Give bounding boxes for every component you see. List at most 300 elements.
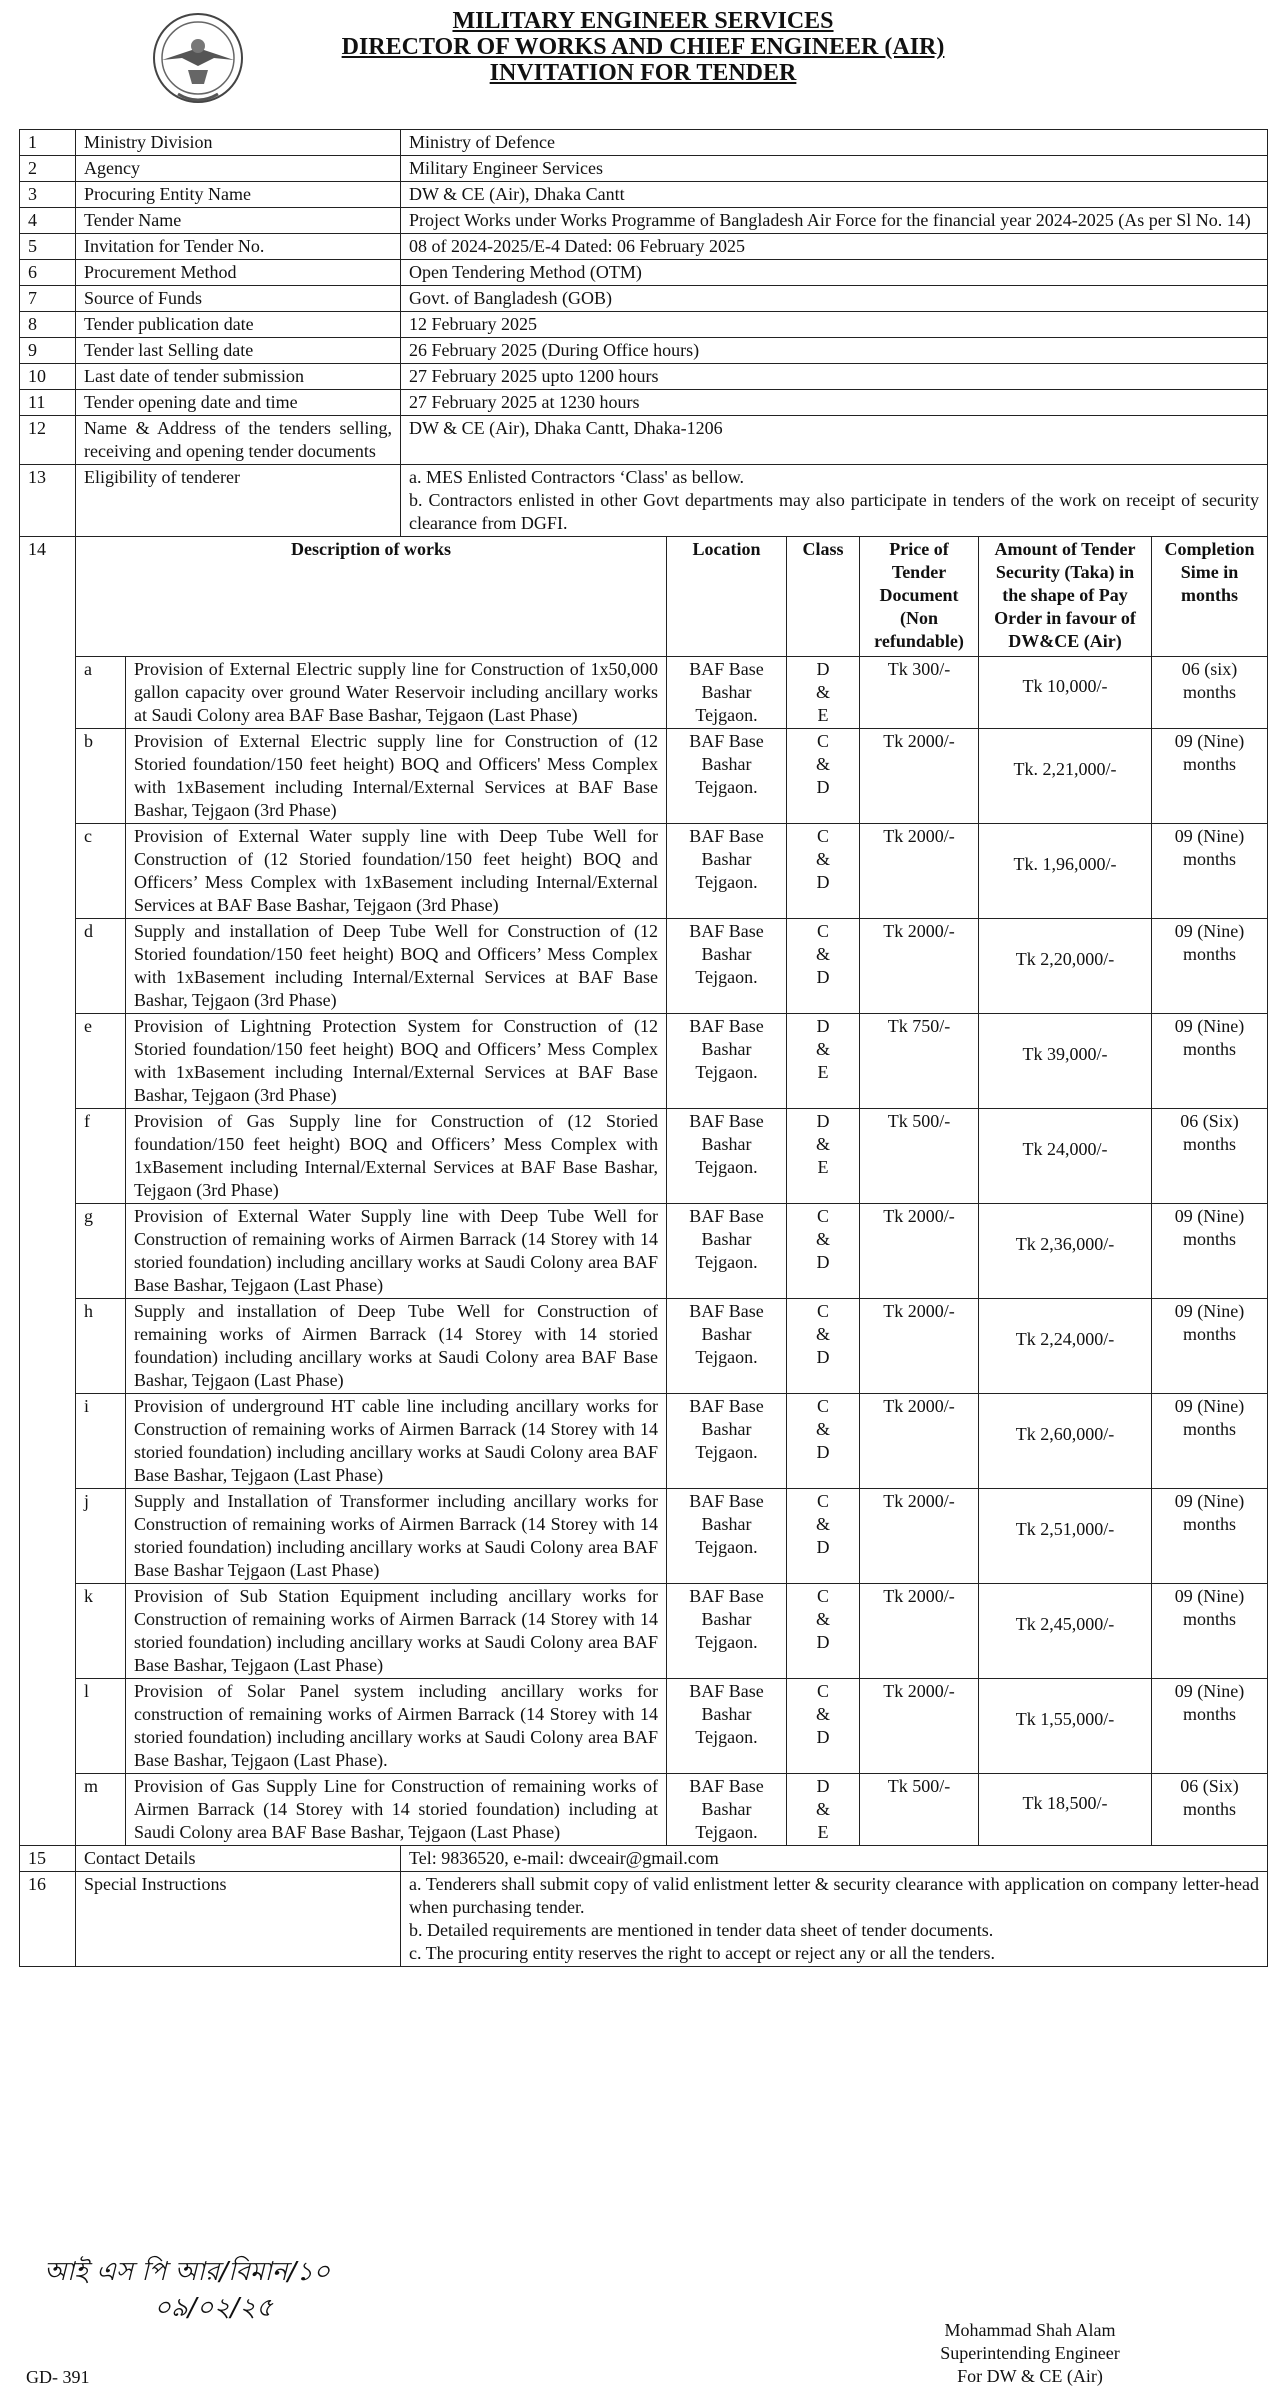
row-number: 7 [20,286,76,312]
work-location [667,1299,787,1394]
row-value: 12 February 2025 [401,312,1268,338]
row-number: 6 [20,260,76,286]
work-price: Tk 2000/- [860,1489,979,1584]
works-row [20,1394,1268,1489]
tender-table [19,129,1268,1967]
works-row [20,1014,1268,1109]
signatory-name: Mohammad Shah Alam [944,2320,1116,2340]
work-location [667,657,787,729]
row-spacer [20,919,76,1014]
work-completion [1152,1014,1268,1109]
work-price: Tk 2000/- [860,919,979,1014]
work-location [667,1679,787,1774]
work-security: Tk 2,20,000/- [979,919,1152,1014]
row-number: 2 [20,156,76,182]
location-line: Tejgaon. [695,1537,758,1557]
eligibility-list [401,465,1268,537]
work-sub-letter: a [76,657,126,729]
class-line: C [817,1491,830,1511]
row-spacer [20,1299,76,1394]
work-price: Tk 2000/- [860,729,979,824]
location-line: Bashar [701,754,752,774]
completion-line: 09 (Nine) [1174,1016,1245,1036]
info-row [20,312,1268,338]
location-line: Tejgaon. [695,1062,758,1082]
row-label: Source of Funds [76,286,401,312]
work-class [787,1679,860,1774]
work-completion [1152,1299,1268,1394]
work-description: Provision of Gas Supply Line for Construction of remaining works of Airmen Barrack (14 Storey with 14 storied foundation) including at Saudi Colony area BAF Base Bashar, Tejgaon (Last Phase) [126,1774,667,1846]
row-value: Project Works under Works Programme of Bangladesh Air Force for the financial year 2024-2025 (As per Sl No. 14) [401,208,1268,234]
work-sub-letter: c [76,824,126,919]
work-price: Tk 300/- [860,657,979,729]
location-line: Tejgaon. [695,1822,758,1842]
completion-line: months [1183,1419,1237,1439]
class-line: & [816,944,831,964]
class-line: & [816,1324,831,1344]
work-completion [1152,824,1268,919]
work-sub-letter: m [76,1774,126,1846]
special-item: c. The procuring entity reserves the right to accept or reject any or all the tenders. [409,1943,995,1963]
work-class [787,1109,860,1204]
work-class [787,1014,860,1109]
completion-line: months [1183,849,1237,869]
row-number: 8 [20,312,76,338]
class-line: C [817,826,830,846]
row-label: Name & Address of the tenders selling, receiving and opening tender documents [76,416,401,465]
work-completion [1152,1489,1268,1584]
row-value: 08 of 2024-2025/E-4 Dated: 06 February 2025 [401,234,1268,260]
row-spacer [20,1014,76,1109]
row-number: 4 [20,208,76,234]
row-label: Ministry Division [76,130,401,156]
works-row [20,1489,1268,1584]
header-line-3: INVITATION FOR TENDER [489,60,797,86]
class-line: E [817,1062,829,1082]
class-line: C [817,1586,830,1606]
special-item: a. Tenderers shall submit copy of valid enlistment letter & security clearance with application on company letter-head when purchasing tender. [409,1874,1260,1917]
row-label: Tender last Selling date [76,338,401,364]
work-price: Tk 500/- [860,1774,979,1846]
completion-line: 09 (Nine) [1174,1206,1245,1226]
gd-number: GD- 391 [26,2367,90,2387]
work-completion [1152,1679,1268,1774]
row-value: 27 February 2025 at 1230 hours [401,390,1268,416]
location-line: Tejgaon. [695,967,758,987]
class-line: E [817,1822,829,1842]
work-price: Tk 2000/- [860,1394,979,1489]
completion-line: months [1183,1799,1237,1819]
completion-line: months [1183,1609,1237,1629]
work-location [667,1394,787,1489]
work-class [787,919,860,1014]
location-line: Bashar [701,1704,752,1724]
row-label: Procurement Method [76,260,401,286]
class-line: & [816,1704,831,1724]
row-label: Contact Details [76,1846,401,1872]
work-description: Supply and Installation of Transformer including ancillary works for Construction of remaining works of Airmen Barrack (14 Storey with 14 storied foundation) including ancillary works at Saudi Colony area BAF Base Bashar Tejgaon (Last Phase) [126,1489,667,1584]
work-description: Provision of Lightning Protection System for Construction of (12 Storied foundation/150 feet height) BOQ and Officers’ Mess Complex with 1xBasement including Internal/External Services at BAF Base Bashar, Tejgaon (3rd Phase) [126,1014,667,1109]
class-line: D [816,1111,830,1131]
location-line: Tejgaon. [695,1727,758,1747]
work-class [787,1489,860,1584]
signatory-for: For DW & CE (Air) [957,2366,1103,2386]
work-description: Provision of External Electric supply line for Construction of (12 Storied foundation/150 feet height) BOQ and Officers' Mess Complex with 1xBasement including Internal/External Services at BAF Base Bashar, Tejgaon (3rd Phase) [126,729,667,824]
header-line-1: MILITARY ENGINEER SERVICES [452,8,834,34]
work-sub-letter: b [76,729,126,824]
row-label: Invitation for Tender No. [76,234,401,260]
work-location [667,729,787,824]
works-row [20,729,1268,824]
completion-line: 09 (Nine) [1174,1301,1245,1321]
work-location [667,1204,787,1299]
location-line: BAF Base [689,1491,764,1511]
info-row [20,182,1268,208]
work-price: Tk 2000/- [860,1299,979,1394]
info-row [20,260,1268,286]
row-value: Govt. of Bangladesh (GOB) [401,286,1268,312]
work-price: Tk 2000/- [860,1679,979,1774]
header-line-2: DIRECTOR OF WORKS AND CHIEF ENGINEER (AIR) [341,34,945,60]
location-line: BAF Base [689,1111,764,1131]
completion-line: months [1183,1704,1237,1724]
special-list [401,1872,1268,1967]
location-line: BAF Base [689,731,764,751]
work-description: Provision of External Water Supply line with Deep Tube Well for Construction of remaining works of Airmen Barrack (14 Storey with 14 storied foundation) including ancillary works at Saudi Colony area BAF Base Bashar, Tejgaon (Last Phase) [126,1204,667,1299]
work-class [787,657,860,729]
row-spacer [20,1109,76,1204]
class-line: C [817,921,830,941]
work-location [667,824,787,919]
location-line: BAF Base [689,659,764,679]
contact-value: Tel: 9836520, e-mail: dwceair@gmail.com [401,1846,1268,1872]
work-sub-letter: k [76,1584,126,1679]
location-line: BAF Base [689,1681,764,1701]
work-completion [1152,1774,1268,1846]
class-line: D [816,967,830,987]
row-label: Agency [76,156,401,182]
header-security: Amount of Tender Security (Taka) in the shape of Pay Order in favour of DW&CE (Air) [979,537,1152,657]
row-number: 9 [20,338,76,364]
work-location [667,919,787,1014]
work-description: Provision of underground HT cable line including ancillary works for Construction of remaining works of Airmen Barrack (14 Storey with 14 storied foundation) including ancillary works at Saudi Colony area BAF Base Bashar, Tejgaon (Last Phase) [126,1394,667,1489]
work-completion [1152,919,1268,1014]
row-spacer [20,1394,76,1489]
row-label: Tender opening date and time [76,390,401,416]
location-line: Bashar [701,1799,752,1819]
class-line: D [816,1347,830,1367]
location-line: BAF Base [689,1206,764,1226]
class-line: D [816,1632,830,1652]
location-line: BAF Base [689,1396,764,1416]
row-label: Procuring Entity Name [76,182,401,208]
completion-line: 09 (Nine) [1174,826,1245,846]
class-line: D [816,777,830,797]
row-value: 26 February 2025 (During Office hours) [401,338,1268,364]
work-security: Tk 24,000/- [979,1109,1152,1204]
work-security: Tk 2,24,000/- [979,1299,1152,1394]
completion-line: months [1183,1514,1237,1534]
signatory-title: Superintending Engineer [940,2343,1120,2363]
work-class [787,1584,860,1679]
work-location [667,1584,787,1679]
row-number: 14 [20,537,76,657]
work-completion [1152,657,1268,729]
location-line: Bashar [701,1514,752,1534]
completion-line: 09 (Nine) [1174,1681,1245,1701]
header-description: Description of works [76,537,667,657]
work-location [667,1774,787,1846]
row-spacer [20,824,76,919]
work-security: Tk 39,000/- [979,1014,1152,1109]
eligibility-row [20,465,1268,537]
location-line: BAF Base [689,1016,764,1036]
row-value: Open Tendering Method (OTM) [401,260,1268,286]
completion-line: months [1183,682,1237,702]
work-class [787,1774,860,1846]
completion-line: months [1183,1039,1237,1059]
class-line: & [816,1419,831,1439]
class-line: C [817,1681,830,1701]
work-location [667,1109,787,1204]
work-class [787,1394,860,1489]
works-header-row [20,537,1268,657]
class-line: D [816,1252,830,1272]
row-number: 5 [20,234,76,260]
ispr-ref-line-1: আই এস পি আর/বিমান/১০ [44,2257,331,2287]
ispr-ref-date: ০৯/০২/২৫ [154,2293,273,2323]
completion-line: months [1183,1324,1237,1344]
info-row [20,416,1268,465]
row-spacer [20,1489,76,1584]
info-row [20,130,1268,156]
work-description: Provision of External Electric supply line for Construction of 1x50,000 gallon capacity over ground Water Reservoir including ancillary works at Saudi Colony area BAF Base Bashar, Tejgaon (Last Phase) [126,657,667,729]
location-line: BAF Base [689,826,764,846]
completion-line: 06 (six) [1181,659,1238,679]
completion-line: months [1183,1134,1237,1154]
works-row [20,1584,1268,1679]
work-completion [1152,1109,1268,1204]
class-line: E [817,705,829,725]
location-line: Bashar [701,1419,752,1439]
work-security: Tk. 2,21,000/- [979,729,1152,824]
row-number: 3 [20,182,76,208]
work-completion [1152,1204,1268,1299]
location-line: Bashar [701,1229,752,1249]
works-row [20,657,1268,729]
header-price: Price of Tender Document (Non refundable) [860,537,979,657]
location-line: Bashar [701,1134,752,1154]
contact-row [20,1846,1268,1872]
works-row [20,1299,1268,1394]
completion-line: 09 (Nine) [1174,1586,1245,1606]
info-row [20,234,1268,260]
row-spacer [20,1774,76,1846]
location-line: Bashar [701,1324,752,1344]
completion-line: months [1183,1229,1237,1249]
work-sub-letter: h [76,1299,126,1394]
header-class: Class [787,537,860,657]
work-description: Supply and installation of Deep Tube Well for Construction of (12 Storied foundation/150 feet height) BOQ and Officers’ Mess Complex with 1xBasement including Internal/External Services at BAF Base Bashar, Tejgaon (3rd Phase) [126,919,667,1014]
class-line: D [816,659,830,679]
row-value: DW & CE (Air), Dhaka Cantt [401,182,1268,208]
work-description: Provision of Gas Supply line for Construction of (12 Storied foundation/150 feet height) BOQ and Officers’ Mess Complex with 1xBasement including Internal/External Services at BAF Base Bashar, Tejgaon (3rd Phase) [126,1109,667,1204]
signature-block [880,2319,1180,2388]
work-description: Supply and installation of Deep Tube Well for Construction of remaining works of Airmen Barrack (14 Storey with 14 storied foundation) including ancillary works at Saudi Colony area BAF Base Bashar, Tejgaon (Last Phase) [126,1299,667,1394]
row-spacer [20,729,76,824]
location-line: Bashar [701,682,752,702]
work-security: Tk 18,500/- [979,1774,1152,1846]
work-class [787,1299,860,1394]
class-line: & [816,1134,831,1154]
work-security: Tk 2,36,000/- [979,1204,1152,1299]
location-line: Tejgaon. [695,777,758,797]
works-row [20,1204,1268,1299]
work-security: Tk 2,45,000/- [979,1584,1152,1679]
completion-line: months [1183,754,1237,774]
work-price: Tk 500/- [860,1109,979,1204]
work-sub-letter: l [76,1679,126,1774]
row-value: Ministry of Defence [401,130,1268,156]
row-number: 16 [20,1872,76,1967]
row-value: 27 February 2025 upto 1200 hours [401,364,1268,390]
row-value: DW & CE (Air), Dhaka Cantt, Dhaka-1206 [401,416,1268,465]
work-class [787,729,860,824]
work-price: Tk 750/- [860,1014,979,1109]
location-line: Tejgaon. [695,1157,758,1177]
class-line: E [817,1157,829,1177]
work-class [787,1204,860,1299]
info-row [20,286,1268,312]
info-row [20,338,1268,364]
row-spacer [20,1679,76,1774]
row-label: Tender Name [76,208,401,234]
completion-line: 09 (Nine) [1174,921,1245,941]
class-line: C [817,1396,830,1416]
work-sub-letter: i [76,1394,126,1489]
work-security: Tk 2,60,000/- [979,1394,1152,1489]
row-label: Tender publication date [76,312,401,338]
class-line: & [816,1609,831,1629]
work-security: Tk 10,000/- [979,657,1152,729]
work-completion [1152,1394,1268,1489]
class-line: & [816,682,831,702]
row-number: 11 [20,390,76,416]
location-line: Bashar [701,944,752,964]
works-row [20,1679,1268,1774]
work-price: Tk 2000/- [860,824,979,919]
completion-line: 09 (Nine) [1174,731,1245,751]
class-line: D [816,1776,830,1796]
row-number: 10 [20,364,76,390]
location-line: Tejgaon. [695,705,758,725]
row-spacer [20,1584,76,1679]
location-line: BAF Base [689,1586,764,1606]
row-label: Special Instructions [76,1872,401,1967]
work-sub-letter: f [76,1109,126,1204]
completion-line: 09 (Nine) [1174,1396,1245,1416]
work-completion [1152,1584,1268,1679]
completion-line: 06 (Six) [1180,1111,1239,1131]
work-sub-letter: g [76,1204,126,1299]
info-row [20,390,1268,416]
row-label: Last date of tender submission [76,364,401,390]
work-security: Tk 2,51,000/- [979,1489,1152,1584]
class-line: & [816,754,831,774]
work-description: Provision of Sub Station Equipment including ancillary works for Construction of remaining works of Airmen Barrack (14 Storey with 14 storied foundation) including ancillary works at Saudi Colony area BAF Base Bashar, Tejgaon (Last Phase) [126,1584,667,1679]
work-sub-letter: e [76,1014,126,1109]
class-line: C [817,1206,830,1226]
work-price: Tk 2000/- [860,1204,979,1299]
class-line: D [816,1727,830,1747]
completion-line: 06 (Six) [1180,1776,1239,1796]
row-label: Eligibility of tenderer [76,465,401,537]
class-line: & [816,1039,831,1059]
location-line: BAF Base [689,1776,764,1796]
work-location [667,1489,787,1584]
location-line: BAF Base [689,921,764,941]
class-line: & [816,1799,831,1819]
works-row [20,824,1268,919]
work-sub-letter: d [76,919,126,1014]
row-spacer [20,1204,76,1299]
work-price: Tk 2000/- [860,1584,979,1679]
row-value: Military Engineer Services [401,156,1268,182]
class-line: D [816,872,830,892]
class-line: D [816,1537,830,1557]
header-location: Location [667,537,787,657]
location-line: Tejgaon. [695,1347,758,1367]
work-completion [1152,729,1268,824]
location-line: Bashar [701,1609,752,1629]
special-item: b. Detailed requirements are mentioned in tender data sheet of tender documents. [409,1920,994,1940]
info-row [20,364,1268,390]
works-row [20,1109,1268,1204]
completion-line: 09 (Nine) [1174,1491,1245,1511]
class-line: & [816,849,831,869]
info-row [20,208,1268,234]
class-line: & [816,1514,831,1534]
info-row [20,156,1268,182]
location-line: Tejgaon. [695,872,758,892]
class-line: C [817,1301,830,1321]
location-line: Bashar [701,1039,752,1059]
location-line: Tejgaon. [695,1252,758,1272]
work-description: Provision of Solar Panel system including ancillary works for construction of remaining works of Airmen Barrack (14 Storey with 14 storied foundation) including ancillary works at Saudi Colony area BAF Base Bashar, Tejgaon (Last Phase). [126,1679,667,1774]
work-class [787,824,860,919]
work-location [667,1014,787,1109]
work-security: Tk. 1,96,000/- [979,824,1152,919]
location-line: Tejgaon. [695,1442,758,1462]
location-line: Tejgaon. [695,1632,758,1652]
works-row [20,1774,1268,1846]
row-number: 1 [20,130,76,156]
location-line: BAF Base [689,1301,764,1321]
completion-line: months [1183,944,1237,964]
eligibility-item: b. Contractors enlisted in other Govt departments may also participate in tenders of the work on receipt of security clearance from DGFI. [409,490,1260,533]
work-description: Provision of External Water supply line with Deep Tube Well for Construction of (12 Storied foundation/150 feet height) BOQ and Officers’ Mess Complex with 1xBasement including Internal/External Services at BAF Base Bashar, Tejgaon (3rd Phase) [126,824,667,919]
row-number: 13 [20,465,76,537]
work-sub-letter: j [76,1489,126,1584]
document-header [0,8,1286,86]
ispr-reference [44,2254,330,2326]
work-security: Tk 1,55,000/- [979,1679,1152,1774]
header-completion: Completion Sime in months [1152,537,1268,657]
class-line: C [817,731,830,751]
class-line: & [816,1229,831,1249]
works-row [20,919,1268,1014]
special-row [20,1872,1268,1967]
